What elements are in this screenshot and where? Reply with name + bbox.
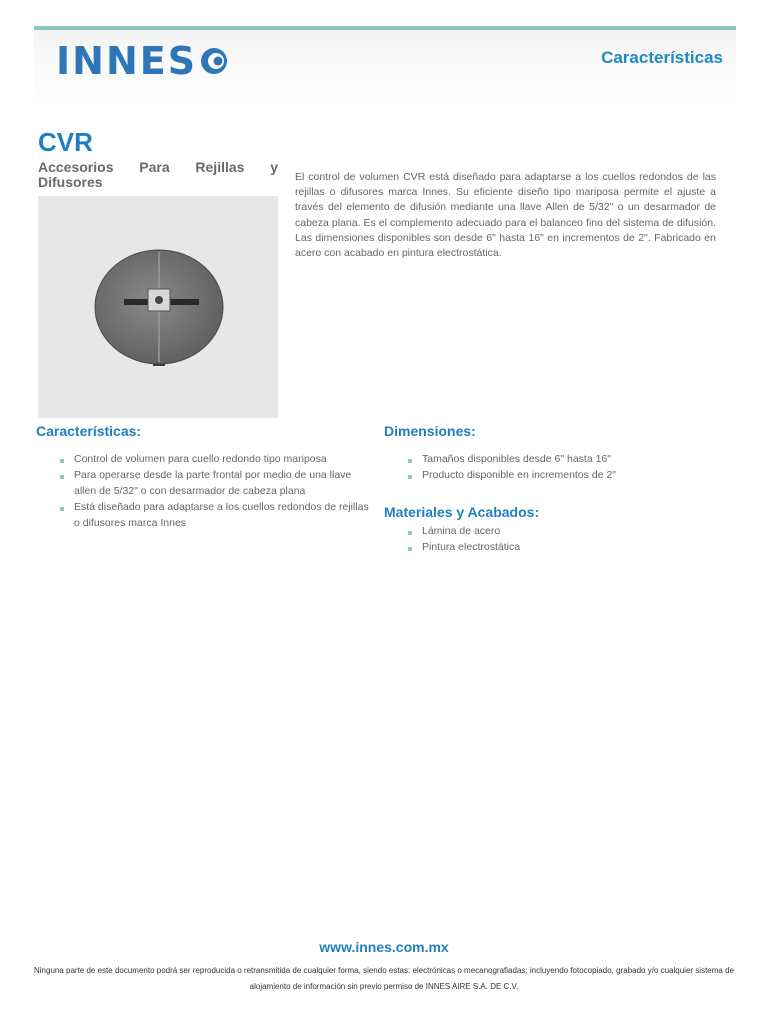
- product-subtitle: Accesorios Para Rejillas y Difusores: [38, 159, 278, 190]
- footer-website-link[interactable]: www.innes.com.mx: [319, 939, 449, 955]
- list-item: Tamaños disponibles desde 6" hasta 16": [408, 451, 728, 467]
- list-item: Lámina de acero: [408, 523, 728, 539]
- product-title: CVR: [38, 127, 93, 157]
- list-item: Pintura electrostática: [408, 539, 728, 555]
- list-item: Control de volumen para cuello redondo tipo mariposa: [60, 451, 372, 467]
- logo-swirl-icon: [199, 46, 229, 76]
- header-title: Características: [601, 48, 723, 67]
- product-description: El control de volumen CVR está diseñado para adaptarse a los cuellos redondos de las rejillas o difusores marca Innes. Su eficiente diseño tipo mariposa permite el ajuste a través del elemento de difusión mediante una llave Allen de 5/32" o un desarmador de cabeza plana. Es el complemento adecuado para el balanceo fino del sistema de difusión. Las dimensiones disponibles son desde 6" hasta 16" en incrementos de 2". Fabricado en acero con acabado en pintura electrostática.: [295, 171, 716, 260]
- innes-logo: [56, 40, 229, 82]
- bullet-icon: [408, 475, 412, 479]
- caracteristicas-heading: Características:: [36, 423, 142, 439]
- list-item: Está diseñado para adaptarse a los cuellos redondos de rejillas o difusores marca Innes: [60, 499, 372, 531]
- bullet-icon: [408, 531, 412, 535]
- list-item: Producto disponible en incrementos de 2": [408, 467, 728, 483]
- materiales-heading: Materiales y Acabados:: [384, 504, 540, 520]
- dimensiones-list: [408, 451, 728, 483]
- bullet-icon: [60, 507, 64, 511]
- caracteristicas-list: [60, 451, 372, 531]
- product-image: [38, 196, 278, 418]
- bullet-icon: [408, 547, 412, 551]
- footer-legal-notice: Ninguna parte de este documento podrá ser reproducida o retransmitida de cualquier forma, siendo estas: electrónicas o mecanografiadas; incluyendo fotocopiado, grabado y/o cualquier sistema de alojamiento de información sin previo permiso de INNES AIRE S.A. DE C.V.: [34, 966, 734, 991]
- materiales-list: [408, 523, 728, 555]
- list-item: Para operarse desde la parte frontal por medio de una llave allen de 5/32" o con desarmador de cabeza plana: [60, 467, 372, 499]
- logo-text: INNES: [56, 39, 198, 83]
- bullet-icon: [60, 475, 64, 479]
- bullet-icon: [408, 459, 412, 463]
- dimensiones-heading: Dimensiones:: [384, 423, 476, 439]
- bullet-icon: [60, 459, 64, 463]
